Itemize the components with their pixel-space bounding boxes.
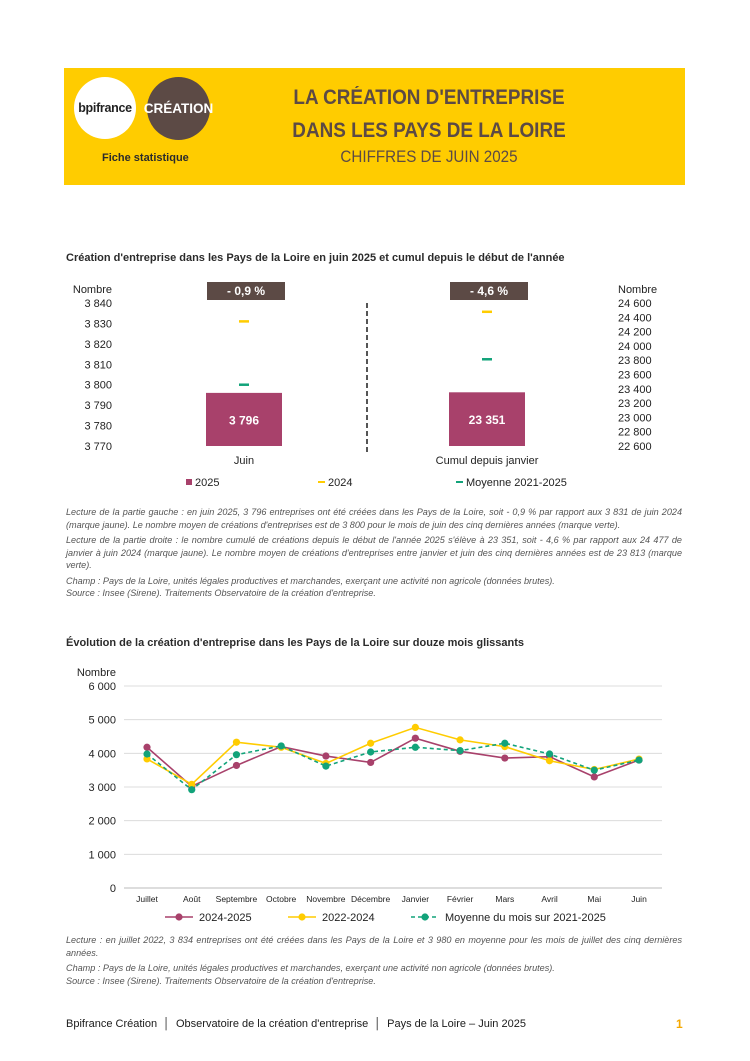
x-tick-label: Octobre bbox=[266, 894, 297, 904]
series-point-2 bbox=[591, 767, 598, 774]
chart2-title: Évolution de la création d'entreprise dans les Pays de la Loire sur douze mois glissants bbox=[66, 637, 525, 649]
series-point-1 bbox=[233, 739, 240, 746]
y-tick-label: 2 000 bbox=[88, 815, 116, 828]
series-point-2 bbox=[501, 740, 508, 747]
series-point-1 bbox=[412, 724, 419, 731]
header-banner bbox=[64, 68, 685, 185]
x-tick-label: Mars bbox=[495, 894, 515, 904]
page-title: LA CRÉATION D'ENTREPRISE DANS LES PAYS DE LA LOIRE bbox=[292, 86, 566, 142]
left-tick-label: 3 840 bbox=[84, 298, 112, 310]
note-left: Lecture de la partie gauche : en juin 2025, 3 796 entreprises ont été créées dans les Pays de la Loire, soit - 0,9 % par rapport aux 3 831 de juin 2024 (marque jaune). Le nombre moyen de créations d'entreprises est de 3 800 pour le mois de juin des cinq dernières années (marque verte). bbox=[66, 507, 682, 530]
series-point-0 bbox=[367, 759, 374, 766]
left-tick-label: 3 830 bbox=[84, 318, 112, 331]
series-point-2 bbox=[278, 742, 285, 749]
left-tick-label: 3 820 bbox=[84, 338, 112, 351]
right-tick-label: 23 200 bbox=[618, 398, 652, 411]
legend-marker-0 bbox=[175, 913, 182, 920]
right-tick-label: 24 600 bbox=[618, 298, 652, 310]
series-point-2 bbox=[367, 748, 374, 755]
x-tick-label: Novembre bbox=[306, 894, 346, 904]
series-point-2 bbox=[233, 751, 240, 758]
category-label: Juin bbox=[233, 455, 255, 467]
x-tick-label: Décembre bbox=[351, 894, 391, 904]
chart1 bbox=[0, 275, 750, 495]
series-point-1 bbox=[367, 740, 374, 747]
series-point-1 bbox=[546, 757, 553, 764]
legend-label-0: 2024-2025 bbox=[199, 912, 252, 924]
note-source: Source : Insee (Sirene). Traitements Observatoire de la création d'entreprise. bbox=[66, 588, 376, 598]
x-tick-label: Janvier bbox=[401, 894, 430, 904]
legend-label-2024: 2024 bbox=[328, 477, 353, 489]
series-point-0 bbox=[501, 754, 508, 761]
x-tick-label: Août bbox=[182, 894, 201, 904]
note-champ-2: Champ : Pays de la Loire, unités légales productives et marchandes, exerçant une activité non agricole (données brutes). bbox=[66, 963, 555, 973]
note-source-2: Source : Insee (Sirene). Traitements Observatoire de la création d'entreprise. bbox=[66, 975, 376, 986]
right-tick-label: 23 600 bbox=[618, 369, 652, 382]
legend-label-2025: 2025 bbox=[195, 477, 220, 489]
right-tick-label: 24 400 bbox=[618, 312, 652, 325]
series-line-1 bbox=[147, 727, 639, 784]
series-point-2 bbox=[456, 747, 463, 754]
chart1-notes bbox=[66, 506, 682, 600]
chart2 bbox=[0, 660, 750, 930]
note-champ: Champ : Pays de la Loire, unités légales productives et marchandes, exerçant une activité non agricole (données brutes). bbox=[66, 575, 555, 586]
series-point-2 bbox=[322, 763, 329, 770]
left-tick-label: 3 810 bbox=[84, 359, 112, 372]
legend-marker-2 bbox=[421, 913, 428, 920]
series-point-2 bbox=[143, 750, 150, 757]
left-tick-label: 3 800 bbox=[84, 379, 112, 392]
x-tick-label: Février bbox=[446, 894, 474, 904]
left-axis-label: Nombre bbox=[72, 284, 112, 296]
x-tick-label: Juin bbox=[631, 894, 647, 904]
series-point-2 bbox=[412, 744, 419, 751]
fiche-label: Fiche statistique bbox=[102, 152, 189, 164]
series-point-2 bbox=[635, 756, 642, 763]
note-lecture: Lecture : en juillet 2022, 3 834 entreprises ont été créées dans les Pays de la Loire et 3 980 en moyenne pour les mois de juillet des cinq dernières années. bbox=[66, 935, 682, 958]
y-tick-label: 1 000 bbox=[88, 849, 116, 862]
series-point-1 bbox=[456, 736, 463, 743]
chart2-notes bbox=[66, 934, 682, 987]
variation-badge-text: - 4,6 % bbox=[469, 284, 509, 298]
footer: Bpifrance Création │ Observatoire de la création d'entreprise │ Pays de la Loire – Juin 2025 bbox=[66, 1018, 526, 1030]
left-tick-label: 3 770 bbox=[84, 441, 112, 453]
creation-logo: CRÉATION bbox=[147, 77, 210, 140]
series-line-0 bbox=[147, 738, 639, 786]
chart2-axis-label: Nombre bbox=[76, 667, 116, 679]
right-tick-label: 22 600 bbox=[618, 441, 652, 453]
right-tick-label: 22 800 bbox=[618, 426, 652, 439]
series-point-2 bbox=[188, 786, 195, 793]
page-number: 1 bbox=[676, 1017, 683, 1031]
right-tick-label: 23 000 bbox=[618, 412, 652, 425]
bar-value-label: 23 351 bbox=[468, 413, 506, 428]
series-point-2 bbox=[546, 750, 553, 757]
series-point-0 bbox=[322, 752, 329, 759]
category-label: Cumul depuis janvier bbox=[435, 455, 539, 467]
y-tick-label: 3 000 bbox=[88, 782, 116, 794]
right-tick-label: 24 000 bbox=[618, 340, 652, 353]
series-point-0 bbox=[143, 744, 150, 751]
right-tick-label: 23 400 bbox=[618, 383, 652, 396]
series-point-0 bbox=[591, 773, 598, 780]
y-tick-label: 6 000 bbox=[88, 681, 116, 693]
x-tick-label: Mai bbox=[587, 894, 602, 904]
y-tick-label: 0 bbox=[109, 883, 116, 895]
bpifrance-logo: bpifrance bbox=[74, 77, 136, 139]
chart1-title: Création d'entreprise dans les Pays de la Loire en juin 2025 et cumul depuis le début de l'année bbox=[66, 252, 565, 264]
legend-label-average: Moyenne 2021-2025 bbox=[466, 477, 567, 489]
x-tick-label: Juillet bbox=[136, 894, 158, 904]
series-point-0 bbox=[233, 762, 240, 769]
x-tick-label: Avril bbox=[541, 894, 558, 904]
y-tick-label: 4 000 bbox=[88, 748, 116, 761]
right-tick-label: 23 800 bbox=[618, 355, 652, 368]
bar-value-label: 3 796 bbox=[228, 413, 260, 428]
right-tick-label: 24 200 bbox=[618, 326, 652, 339]
legend-swatch-2025 bbox=[186, 479, 192, 485]
left-tick-label: 3 790 bbox=[84, 400, 112, 413]
legend-label-2: Moyenne du mois sur 2021-2025 bbox=[445, 912, 606, 924]
legend-label-1: 2022-2024 bbox=[322, 912, 375, 924]
series-point-0 bbox=[412, 735, 419, 742]
x-tick-label: Septembre bbox=[215, 894, 258, 904]
note-right: Lecture de la partie droite : le nombre cumulé de créations depuis le début de l'année 2025 s'élève à 23 351, soit - 4,6 % par rapport aux 24 477 de janvier à juin 2024 (marque jaune). Le nombre moyen de créations d'entreprises entre janvier et juin des cinq dernières années est de 23 813 (marque verte). bbox=[66, 535, 682, 570]
right-axis-label: Nombre bbox=[618, 284, 658, 296]
legend-marker-1 bbox=[298, 913, 305, 920]
y-tick-label: 5 000 bbox=[88, 714, 116, 727]
left-tick-label: 3 780 bbox=[84, 420, 112, 433]
page-subtitle: CHIFFRES DE JUIN 2025 bbox=[340, 148, 518, 166]
variation-badge-text: - 0,9 % bbox=[226, 284, 266, 298]
